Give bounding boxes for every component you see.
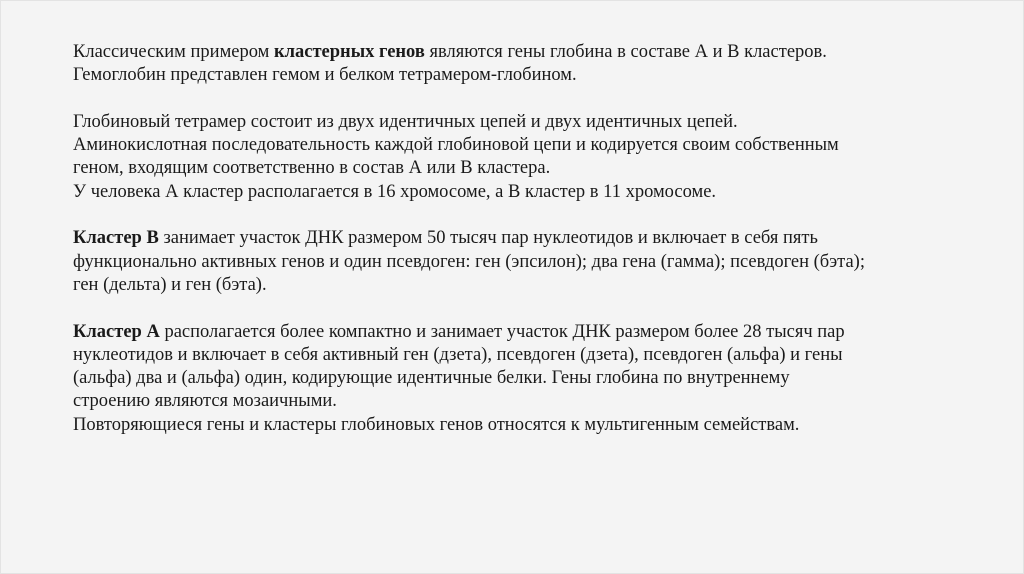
paragraph-globin-tetramer (73, 111, 1003, 204)
slide-text (73, 41, 1003, 460)
text-line (73, 64, 1003, 87)
text-line (73, 274, 1003, 297)
text-line (73, 227, 1003, 250)
text-run: Аминокислотная последовательность каждой глобиновой цепи и кодируется своим собственным (73, 135, 839, 156)
bold-term: Кластер А (73, 321, 160, 342)
text-run: геном, входящим соответственно в состав А или В кластера. (73, 158, 551, 179)
text-line (73, 134, 1003, 157)
paragraph-cluster-a (73, 321, 1003, 437)
text-run: занимает участок ДНК размером 50 тысяч пар нуклеотидов и включает в себя пять (158, 228, 818, 249)
text-line (73, 157, 1003, 180)
text-run: У человека А кластер располагается в 16 хромосоме, а В кластер в 11 хромосоме. (73, 181, 717, 202)
text-run: Классическим примером (73, 42, 274, 62)
text-line (73, 41, 1003, 64)
text-line (73, 414, 1003, 437)
paragraph-cluster-genes-intro (73, 41, 1003, 88)
text-run: Гемоглобин представлен гемом и белком тетрамером-глобином. (73, 65, 577, 86)
text-run: строению являются мозаичными. (73, 391, 337, 412)
text-run: ген (дельта) и ген (бэта). (73, 274, 267, 295)
bold-term: кластерных генов (273, 42, 425, 62)
text-line (73, 111, 1003, 134)
text-line (73, 390, 1003, 413)
text-line (73, 251, 1003, 274)
text-line (73, 321, 1003, 344)
text-run: Повторяющиеся гены и кластеры глобиновых генов относятся к мультигенным семействам. (73, 414, 800, 435)
text-line (73, 344, 1003, 367)
text-run: функционально активных генов и один псевдоген: ген (эпсилон); два гена (гамма); псевдоген (бэта); (73, 251, 865, 272)
text-run: Глобиновый тетрамер состоит из двух идентичных цепей и двух идентичных цепей. (73, 111, 738, 132)
text-run: являются гены глобина в составе А и В кластеров. (424, 42, 827, 62)
text-run: нуклеотидов и включает в себя активный ген (дзета), псевдоген (дзета), псевдоген (альфа) и гены (73, 344, 843, 365)
text-line (73, 181, 1003, 204)
text-run: располагается более компактно и занимает участок ДНК размером более 28 тысяч пар (159, 321, 845, 342)
text-line (73, 367, 1003, 390)
paragraph-cluster-b (73, 227, 1003, 297)
bold-term: Кластер В (73, 228, 159, 249)
text-run: (альфа) два и (альфа) один, кодирующие идентичные белки. Гены глобина по внутреннему (73, 368, 790, 389)
